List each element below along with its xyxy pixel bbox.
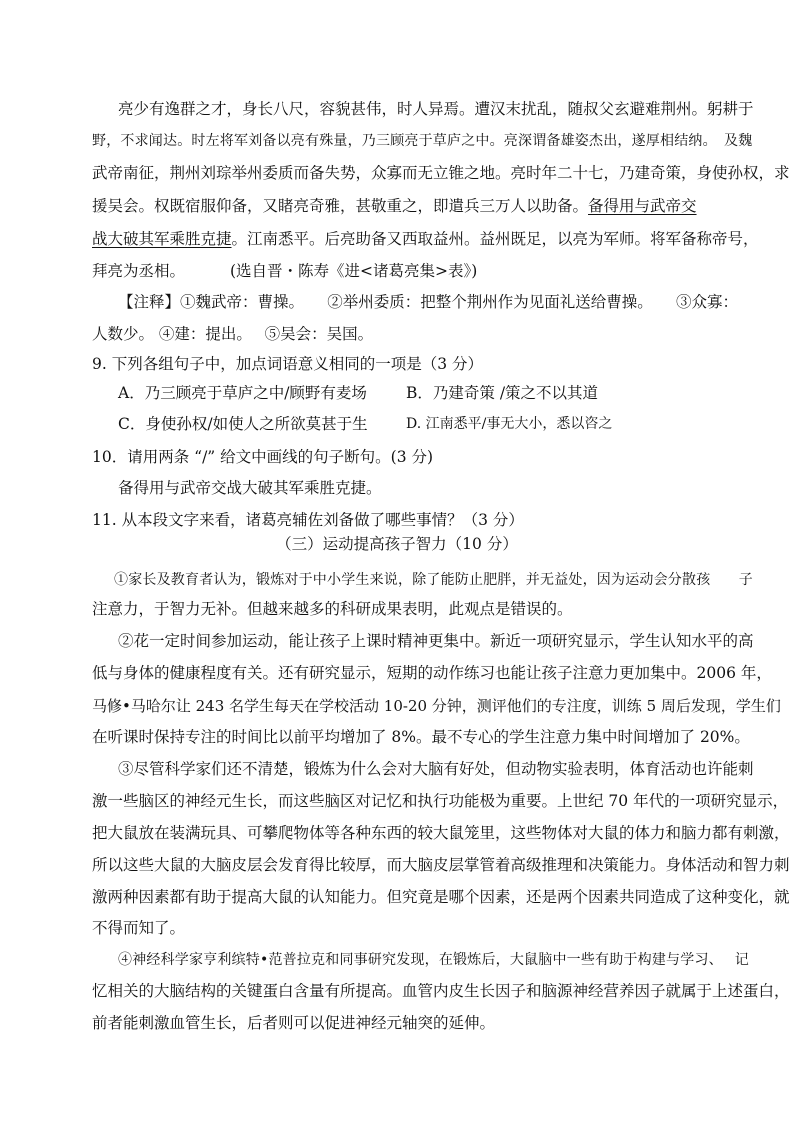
passage-line-4-text: 援吴会。权既宿服仰备，又睹亮奇雅，甚敬重之，即遣兵三万人以助备。 <box>92 197 589 215</box>
s3-p4-line-1: ④神经科学家亨利缤特•范普拉克和同事研究发现，在锻炼后，大鼠脑中一些有助于构建与学习、 记 <box>118 952 749 968</box>
s3-p1-line-2: 注意力，于智力无补。但越来越多的科研成果表明，此观点是错误的。 <box>92 600 573 618</box>
s3-p4-line-2: 忆相关的大脑结构的关键蛋白含量有所提高。血管内皮生长因子和脑源神经营养因子就属于上述蛋白， <box>92 982 790 1000</box>
s3-p2-line-2: 低与身体的健康程度有关。还有研究显示，短期的动作练习也能让孩子注意力更加集中。2006 年， <box>92 664 772 682</box>
q9-option-d: D. 江南悉平/事无大小，悉以咨之 <box>406 416 613 432</box>
s3-p3-line-5: 激两种因素都有助于提高大鼠的认知能力。但究竟是哪个因素，还是两个因素共同造成了这种变化，就 <box>92 888 790 906</box>
q10-stem: 10．请用两条 “/” 给文中画线的句子断句。(3 分) <box>92 448 434 466</box>
q10-sentence: 备得用与武帝交战大破其军乘胜克捷。 <box>118 479 382 497</box>
passage-line-5 <box>92 229 759 249</box>
s3-p3-line-6: 不得而知了。 <box>92 919 186 937</box>
passage-source: (选自晋・陈寿《进<诸葛亮集>表》) <box>229 262 478 280</box>
s3-p2-line-4: 在听课时保持专注的时间比以前平均增加了 8%。最不专心的学生注意力集中时间增加了 20%。 <box>92 728 750 746</box>
s3-p2-line-3: 马修•马哈尔让 243 名学生每天在学校活动 10-20 分钟，测评他们的专注度，训练 5 周后发现，学生们 <box>92 697 781 715</box>
notes-line-2: 人数少。 ④建：提出。 ⑤吴会：吴国。 <box>92 325 374 343</box>
passage-line-6 <box>92 261 702 281</box>
q9-option-b: B．乃建奇策 /策之不以其道 <box>406 384 599 402</box>
underlined-sentence-part1: 备得用与武帝交 <box>588 197 697 215</box>
section3-title: （三）运动提高孩子智力（10 分） <box>276 535 518 553</box>
underlined-sentence-part2: 战大破其军乘胜克捷 <box>92 230 232 248</box>
s3-p3-line-2: 激一些脑区的神经元生长，而这些脑区对记忆和执行功能极为重要。上世纪 70 年代的一项研究显示， <box>92 792 789 810</box>
passage-line-1: 亮少有逸群之才，身长八尺，容貌甚伟，时人异焉。遭汉末扰乱，随叔父玄避难荆州。躬耕于 <box>118 100 754 118</box>
s3-p2-line-1: ②花一定时间参加运动，能让孩子上课时精神更集中。新近一项研究显示，学生认知水平的高 <box>118 632 754 650</box>
s3-p3-line-1: ③尽管科学家们还不清楚，锻炼为什么会对大脑有好处，但动物实验表明，体育活动也许能刺 <box>118 760 754 778</box>
s3-p4-line-3: 前者能刺激血管生长，后者则可以促进神经元轴突的延伸。 <box>92 1014 496 1032</box>
passage-line-3: 武帝南征，荆州刘琮举州委质而备失势，众寡而无立锥之地。亮时年二十七，乃建奇策，身使孙权，求 <box>92 164 790 182</box>
s3-p3-line-3: 把大鼠放在装满玩具、可攀爬物体等各种东西的较大鼠笼里，这些物体对大鼠的体力和脑力都有刺激， <box>92 824 790 842</box>
s3-p1-line-1: ①家长及教育者认为，锻炼对于中小学生来说，除了能防止肥胖，并无益处，因为运动会分散孩 子 <box>114 572 753 588</box>
q9-stem: 9. 下列各组句子中，加点词语意义相同的一项是（3 分） <box>92 355 484 373</box>
notes-line-1: 【注释】①魏武帝：曹操。 ②举州委质：把整个荆州作为见面礼送给曹操。 ③众寡： <box>118 293 739 311</box>
passage-line-5-rest: 。江南悉平。后亮助备又西取益州。益州既足，以亮为军师。将军备称帝号， <box>231 230 759 248</box>
q9-option-c: C．身使孙权/如使人之所欲莫甚于生 <box>118 415 368 433</box>
passage-line-2: 野，不求闻达。时左将军刘备以亮有殊量，乃三顾亮于草庐之中。亮深谓备雄姿杰出，遂厚相结纳。 及魏 <box>92 133 753 149</box>
passage-line-4 <box>92 196 702 216</box>
q9-option-a: A．乃三顾亮于草庐之中/顾野有麦场 <box>118 384 367 402</box>
passage-line-6-text: 拜亮为丞相。 <box>92 262 186 280</box>
q11-stem: 11. 从本段文字来看，诸葛亮辅佐刘备做了哪些事情？（3 分） <box>92 511 524 529</box>
s3-p3-line-4: 所以这些大鼠的大脑皮层会发育得比较厚，而大脑皮层掌管着高级推理和决策能力。身体活动和智力刺 <box>92 856 790 874</box>
